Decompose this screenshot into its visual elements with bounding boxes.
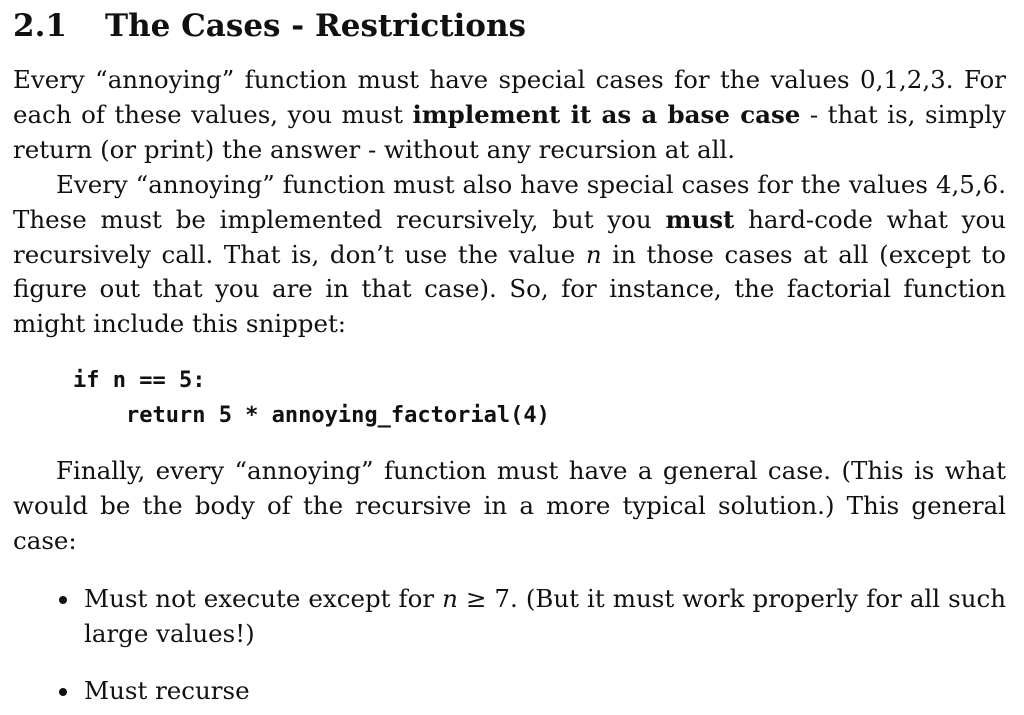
paragraph-text: Every “annoying” function must have special cases for the values 0,1,2,3. For each of these values, you must (13, 65, 1006, 129)
bullet-icon (59, 688, 67, 696)
list-item-text: Must not execute except for (84, 584, 443, 613)
list-item-text: ≥ 7. (But it must work properly for all such large values!) (84, 584, 1006, 648)
code-line: return 5 * annoying_factorial(4) (73, 402, 550, 428)
emphasis-text: implement it as a base case (412, 99, 801, 129)
paragraph-text: - that is, simply return (or print) the answer - without any recursion at all. (13, 99, 1006, 164)
list-item (13, 582, 1006, 652)
bullet-icon (59, 596, 67, 604)
section-title: The Cases - Restrictions (105, 8, 526, 44)
paragraph-base-cases (13, 63, 1006, 167)
requirements-list (13, 582, 1006, 708)
math-variable: n (442, 584, 458, 613)
code-line: if n == 5: (73, 368, 206, 393)
paragraph-text: Every “annoying” function must also have special cases for the values 4,5,6. These must be implemented recursively, but you (13, 170, 1006, 234)
paragraph-text: in those cases at all (except to figure out that you are in that case). So, for instance, the factorial function might include this snippet: (13, 239, 1007, 339)
section-heading (13, 4, 526, 48)
paragraph-text: hard-code what you recursively call. That is, don’t use the value (13, 204, 1006, 269)
math-variable: n (585, 239, 602, 269)
paragraph-general-case (13, 454, 1006, 558)
section-number: 2.1 (13, 8, 67, 44)
list-item (13, 674, 1006, 709)
paragraph-recursive-cases (13, 168, 1006, 342)
list-item-text: Must recurse (84, 675, 250, 705)
paragraph-text: Finally, every “annoying” function must have a general case. (This is what would be the body of the recursive in a more typical solution.) This general case: (13, 456, 1006, 555)
code-snippet (73, 364, 550, 433)
emphasis-text: must (665, 204, 735, 234)
